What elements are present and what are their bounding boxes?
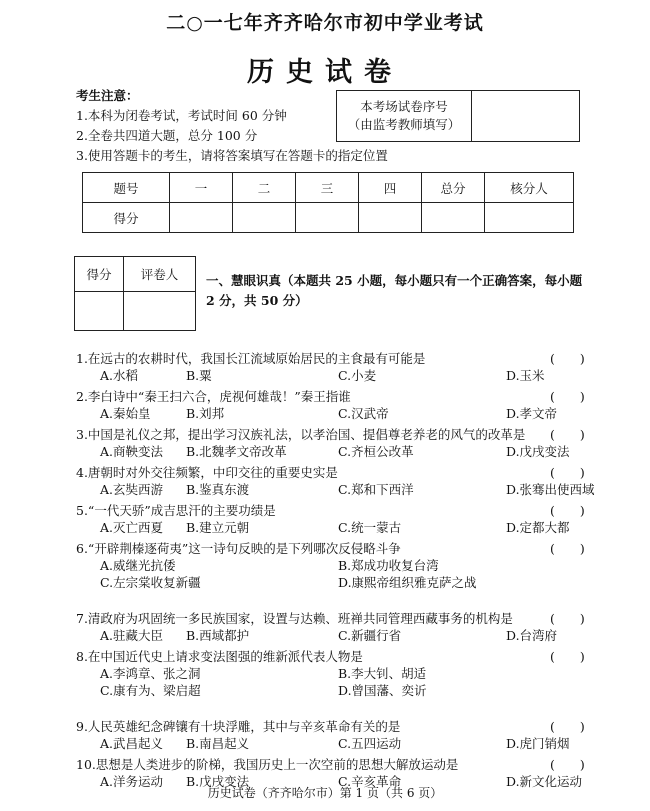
question-item bbox=[76, 610, 596, 644]
score-cell[interactable] bbox=[170, 203, 233, 233]
answer-option[interactable]: B.刘邦 bbox=[186, 406, 225, 421]
answer-option[interactable]: D.康熙帝组织雅克萨之战 bbox=[338, 575, 477, 590]
grader-name-field[interactable] bbox=[124, 292, 196, 331]
score-table-header-row bbox=[83, 173, 574, 203]
score-header-cell: 三 bbox=[296, 173, 359, 203]
answer-option[interactable]: B.李大钊、胡适 bbox=[338, 666, 427, 681]
question-stem: 9.人民英雄纪念碑镶有十块浮雕，其中与辛亥革命有关的是 bbox=[76, 719, 401, 734]
answer-option[interactable]: B.粟 bbox=[186, 368, 212, 383]
answer-option[interactable]: A.威继光抗倭 bbox=[100, 558, 176, 573]
question-stem: 8.在中国近代史上请求变法图强的维新派代表人物是 bbox=[76, 649, 363, 664]
answer-blank[interactable]: ( ) bbox=[550, 757, 585, 772]
notice-heading: 考生注意： bbox=[76, 88, 139, 103]
answer-blank[interactable]: ( ) bbox=[550, 719, 585, 734]
score-header-cell: 题号 bbox=[83, 173, 170, 203]
exam-subject-title: 历史试卷 bbox=[247, 57, 403, 88]
question-stem: 5.“一代天骄”成吉思汗的主要功绩是 bbox=[76, 503, 276, 518]
grader-name-label: 评卷人 bbox=[124, 257, 196, 292]
score-table bbox=[82, 172, 574, 233]
answer-option[interactable]: A.商鞅变法 bbox=[100, 444, 164, 459]
answer-option[interactable]: C.小麦 bbox=[338, 368, 377, 383]
answer-option[interactable]: A.玄奘西游 bbox=[100, 482, 164, 497]
notice-item: 2.全卷共四道大题，总分 100 分 bbox=[76, 128, 258, 143]
answer-option[interactable]: A.洋务运动 bbox=[100, 774, 164, 789]
answer-option[interactable]: C.左宗棠收复新疆 bbox=[100, 575, 201, 590]
score-header-cell: 二 bbox=[233, 173, 296, 203]
grader-box bbox=[74, 256, 196, 331]
answer-option[interactable]: D.玉米 bbox=[506, 368, 545, 383]
answer-option[interactable]: C.辛亥革命 bbox=[338, 774, 402, 789]
score-header-cell: 核分人 bbox=[485, 173, 574, 203]
answer-option[interactable]: B.戊戌变法 bbox=[186, 774, 250, 789]
answer-option[interactable]: C.汉武帝 bbox=[338, 406, 389, 421]
answer-option[interactable]: D.定都大都 bbox=[506, 520, 570, 535]
answer-option[interactable]: D.戊戌变法 bbox=[506, 444, 570, 459]
answer-option[interactable]: D.孝文帝 bbox=[506, 406, 558, 421]
seat-number-label-line1: 本考场试卷序号 bbox=[360, 99, 448, 114]
answer-option[interactable]: B.西域都护 bbox=[186, 628, 250, 643]
answer-option[interactable]: D.张骞出使西域 bbox=[506, 482, 595, 497]
question-item bbox=[76, 540, 596, 591]
exam-title: 二○一七年齐齐哈尔市初中学业考试 bbox=[166, 12, 484, 34]
answer-option[interactable]: D.新文化运动 bbox=[506, 774, 583, 789]
answer-blank[interactable]: ( ) bbox=[550, 427, 585, 442]
answer-option[interactable]: B.建立元朝 bbox=[186, 520, 250, 535]
answer-option[interactable]: C.统一蒙古 bbox=[338, 520, 402, 535]
answer-option[interactable]: A.水稻 bbox=[100, 368, 139, 383]
question-stem: 6.“开辟荆榛逐荷夷”这一诗句反映的是下列哪次反侵略斗争 bbox=[76, 541, 401, 556]
score-cell[interactable] bbox=[485, 203, 574, 233]
question-stem: 2.李白诗中“秦王扫六合，虎视何雄哉！”秦王指谁 bbox=[76, 389, 351, 404]
question-item bbox=[76, 350, 596, 384]
answer-option[interactable]: A.灭亡西夏 bbox=[100, 520, 164, 535]
answer-option[interactable]: D.虎门销烟 bbox=[506, 736, 570, 751]
page-footer: 历史试卷（齐齐哈尔市）第 1 页（共 6 页） bbox=[207, 786, 443, 800]
question-item bbox=[76, 648, 596, 699]
question-item bbox=[76, 464, 596, 498]
notice-item: 1.本科为闭卷考试，考试时间 60 分钟 bbox=[76, 108, 287, 123]
seat-number-field[interactable] bbox=[472, 91, 580, 142]
answer-option[interactable]: C.五四运动 bbox=[338, 736, 402, 751]
answer-option[interactable]: C.新疆行省 bbox=[338, 628, 402, 643]
answer-option[interactable]: B.郑成功收复台湾 bbox=[338, 558, 439, 573]
score-row-label: 得分 bbox=[83, 203, 170, 233]
question-item bbox=[76, 388, 596, 422]
answer-option[interactable]: D.曾国藩、奕䜣 bbox=[338, 683, 427, 698]
answer-blank[interactable]: ( ) bbox=[550, 611, 585, 626]
answer-option[interactable]: C.康有为、梁启超 bbox=[100, 683, 201, 698]
answer-option[interactable]: C.郑和下西洋 bbox=[338, 482, 414, 497]
answer-option[interactable]: B.北魏孝文帝改革 bbox=[186, 444, 287, 459]
question-stem: 10.思想是人类进步的阶梯，我国历史上一次空前的思想大解放运动是 bbox=[76, 757, 459, 772]
section-heading: 一、慧眼识真（本题共 25 小题，每小题只有一个正确答案，每小题 2 分，共 50 分） bbox=[206, 273, 583, 308]
answer-option[interactable]: B.南昌起义 bbox=[186, 736, 250, 751]
answer-blank[interactable]: ( ) bbox=[550, 503, 585, 518]
score-header-cell: 一 bbox=[170, 173, 233, 203]
notice-item: 3.使用答题卡的考生，请将答案填写在答题卡的指定位置 bbox=[76, 148, 388, 163]
score-header-cell: 四 bbox=[359, 173, 422, 203]
answer-blank[interactable]: ( ) bbox=[550, 389, 585, 404]
answer-option[interactable]: A.秦始皇 bbox=[100, 406, 151, 421]
grader-score-field[interactable] bbox=[75, 292, 124, 331]
seat-number-label bbox=[337, 91, 472, 142]
answer-option[interactable]: A.驻藏大臣 bbox=[100, 628, 164, 643]
score-cell[interactable] bbox=[359, 203, 422, 233]
answer-option[interactable]: B.鉴真东渡 bbox=[186, 482, 250, 497]
answer-blank[interactable]: ( ) bbox=[550, 649, 585, 664]
question-stem: 3.中国是礼仪之邦，提出学习汉族礼法，以孝治国、提倡尊老养老的风气的改革是 bbox=[76, 427, 526, 442]
answer-option[interactable]: C.齐桓公改革 bbox=[338, 444, 414, 459]
question-item bbox=[76, 502, 596, 536]
answer-option[interactable]: A.武昌起义 bbox=[100, 736, 164, 751]
grader-score-label: 得分 bbox=[75, 257, 124, 292]
question-item bbox=[76, 718, 596, 752]
question-stem: 7.清政府为巩固统一多民族国家，设置与达赖、班禅共同管理西藏事务的机构是 bbox=[76, 611, 513, 626]
score-table-score-row bbox=[83, 203, 574, 233]
answer-option[interactable]: D.台湾府 bbox=[506, 628, 558, 643]
answer-blank[interactable]: ( ) bbox=[550, 465, 585, 480]
seat-number-label-line2: （由监考教师填写） bbox=[347, 117, 461, 132]
score-cell[interactable] bbox=[233, 203, 296, 233]
score-header-cell: 总分 bbox=[422, 173, 485, 203]
question-stem: 4.唐朝时对外交往频繁，中印交往的重要史实是 bbox=[76, 465, 338, 480]
question-stem: 1.在远古的农耕时代，我国长江流域原始居民的主食最有可能是 bbox=[76, 351, 426, 366]
answer-option[interactable]: A.李鸿章、张之洞 bbox=[100, 666, 201, 681]
seat-number-box bbox=[336, 90, 580, 142]
answer-blank[interactable]: ( ) bbox=[550, 351, 585, 366]
question-item bbox=[76, 426, 596, 460]
score-cell[interactable] bbox=[422, 203, 485, 233]
score-cell[interactable] bbox=[296, 203, 359, 233]
answer-blank[interactable]: ( ) bbox=[550, 541, 585, 556]
